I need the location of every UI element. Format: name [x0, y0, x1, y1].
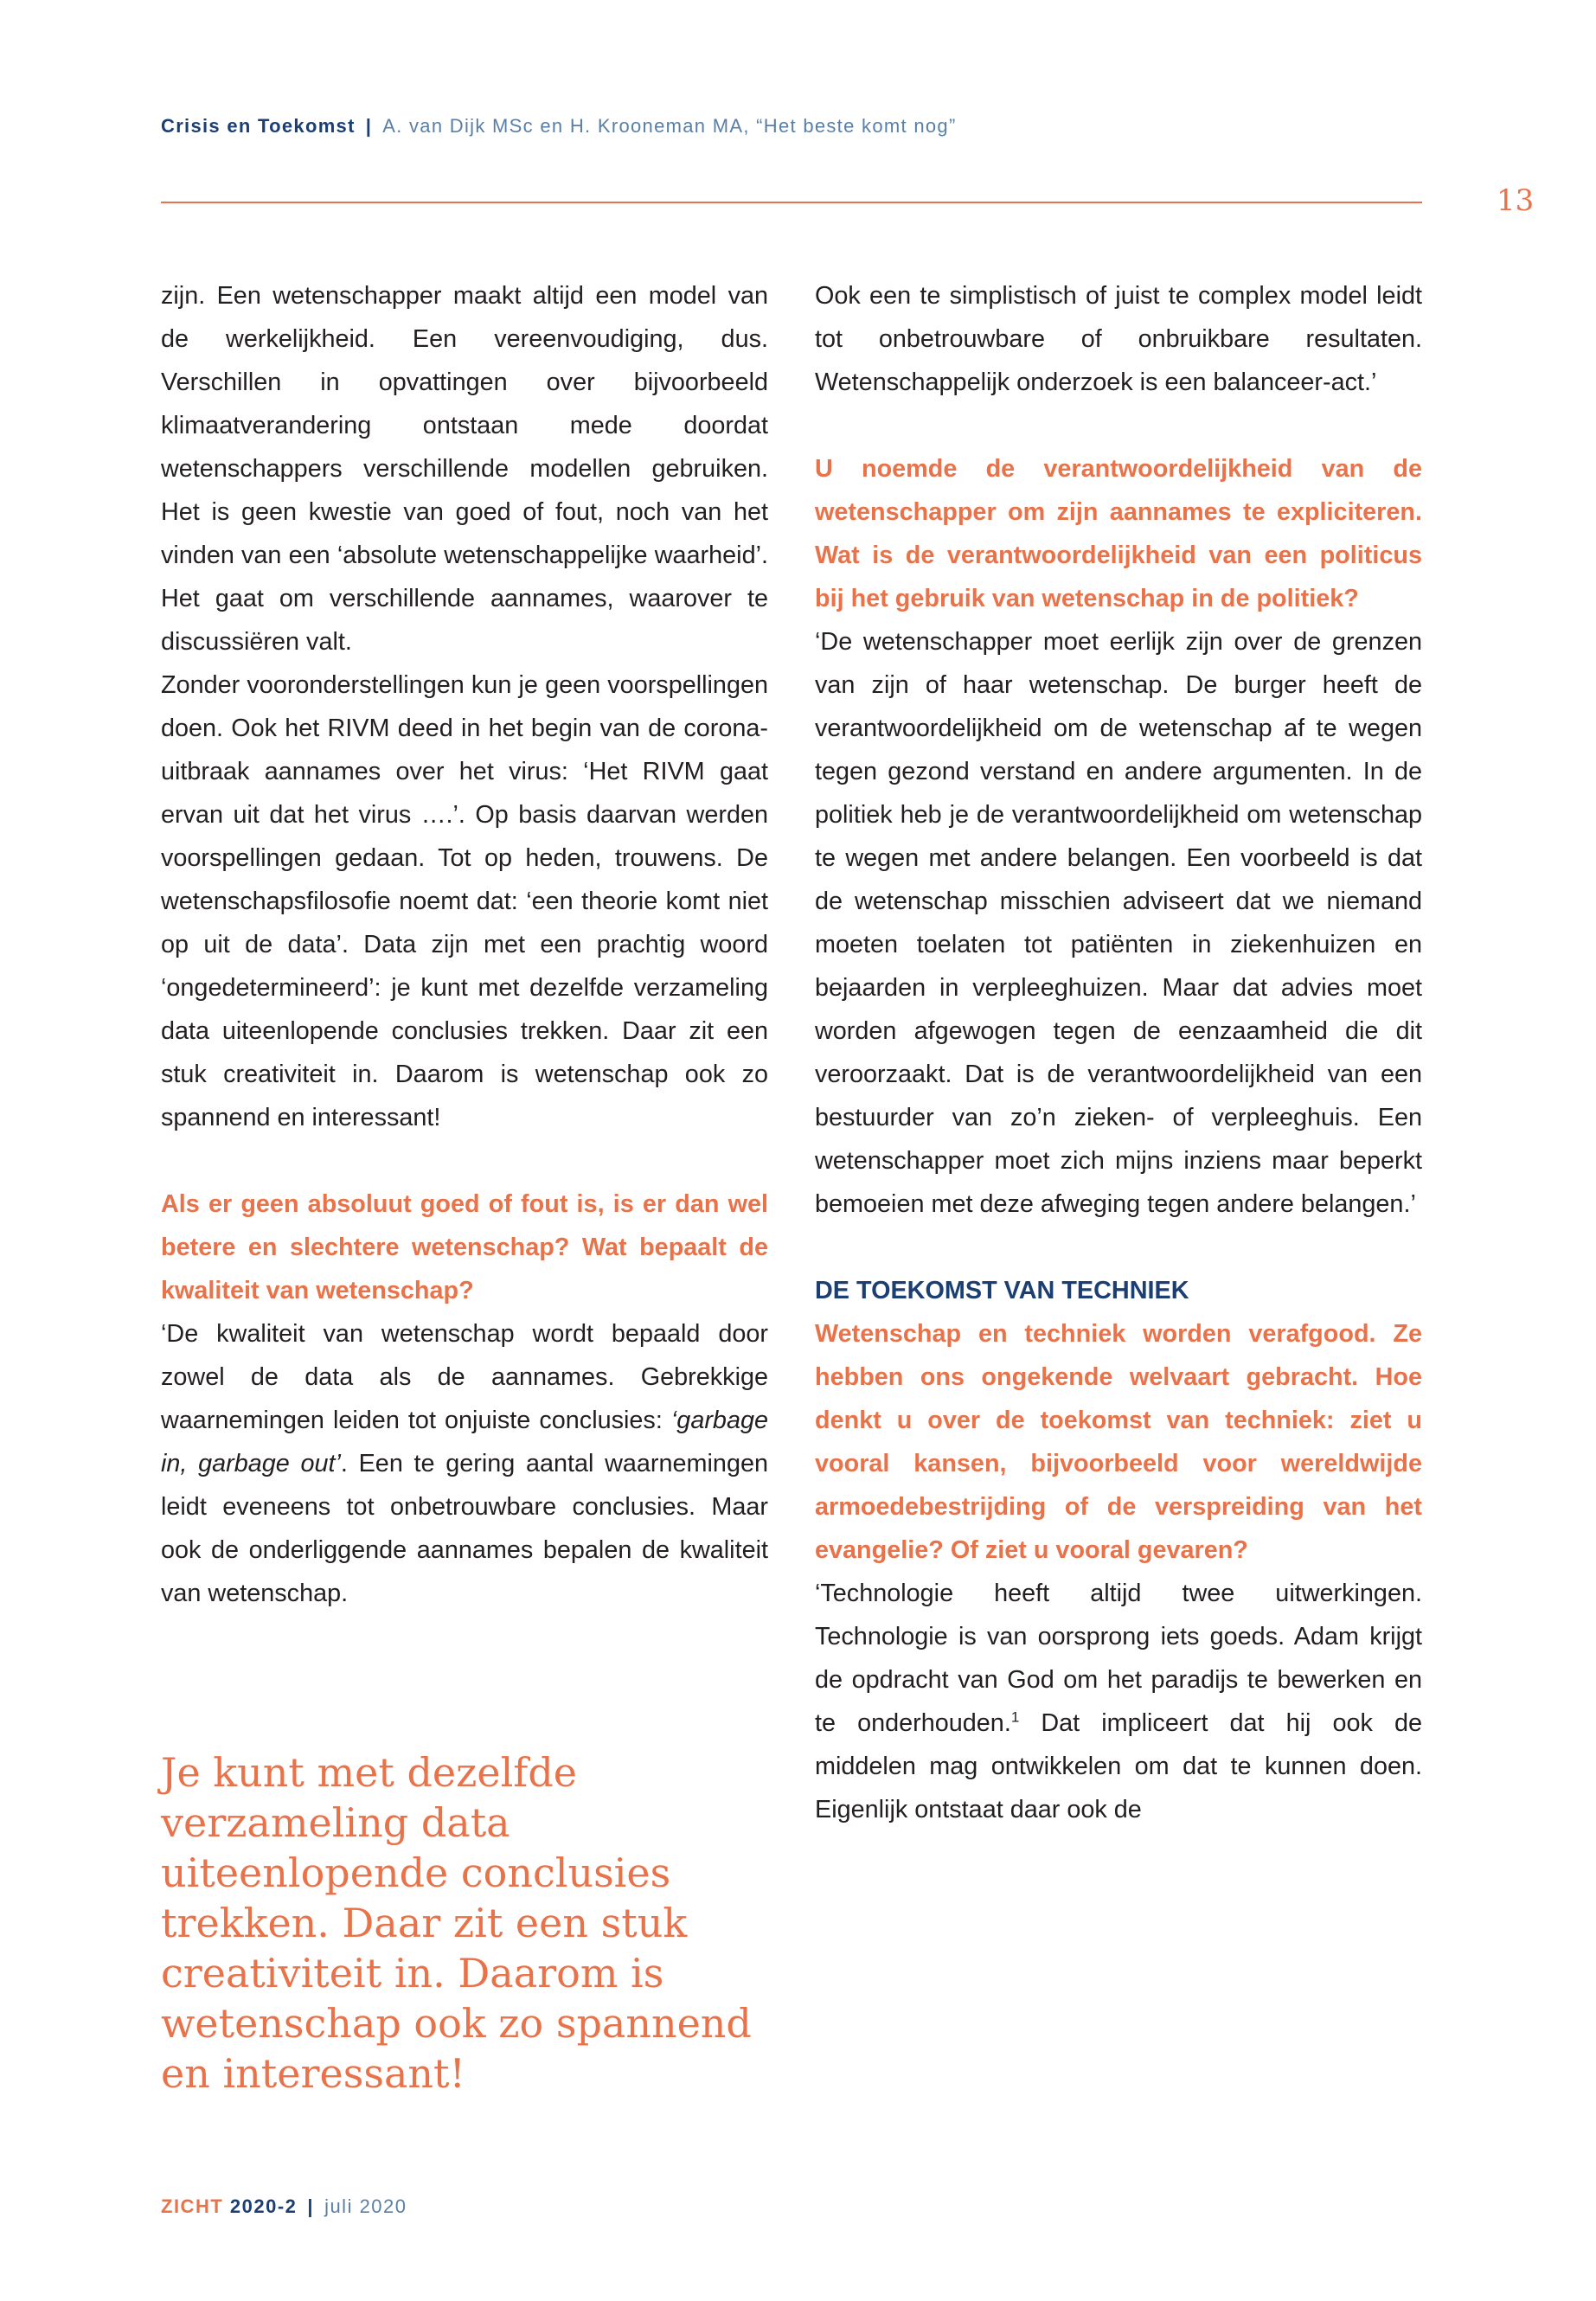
body-paragraph: ‘De kwaliteit van wetenschap wordt bepaald door zowel de data als de aannames. Gebrekkige waarnemingen leiden tot onjuiste conclusies: ‘garbage in, garbage out’. Een te gering aantal waarnemingen leidt eveneens tot onbetrouwbare conclusies. Maar ook de onderliggende aannames bepalen de kwaliteit van wetenschap.	[161, 1320, 768, 1607]
body-paragraph: Ook een te simplistisch of juist te complex model leidt tot onbetrouwbare of onbruikbare resultaten. Wetenschappelijk onderzoek is een balanceer-act.’	[815, 282, 1422, 396]
header-separator: |	[365, 115, 373, 137]
running-footer	[161, 2195, 407, 2218]
footnote-marker: 1	[1010, 1708, 1020, 1726]
body-paragraph: Zonder vooronderstellingen kun je geen voorspellingen doen. Ook het RIVM deed in het begin van de corona-uitbraak aannames over het virus: ‘Het RIVM gaat ervan uit dat het virus ….’. Op basis daarvan werden voorspellingen gedaan. Tot op heden, trouwens. De wetenschapsfilosofie noemt dat: ‘een theorie komt niet op uit de data’. Data zijn met een prachtig woord ‘ongedetermineerd’: je kunt met dezelfde verzameling data uiteenlopende conclusies trekken. Daar zit een stuk creativiteit in. Daarom is wetenschap ook zo spannend en interessant!	[161, 671, 768, 1131]
interview-question: Als er geen absoluut goed of fout is, is er dan wel betere en slechtere wetenschap? Wat bepaalt de kwaliteit van wetenschap?	[161, 1190, 768, 1304]
page-number: 13	[1497, 183, 1535, 218]
italic-quote: ‘garbage in, garbage out’	[161, 1407, 768, 1477]
body-paragraph: ‘Technologie heeft altijd twee uitwerkingen. Technologie is van oorsprong iets goeds. Adam krijgt de opdracht van God om het paradijs te bewerken en te onderhouden.$^1$ Dat impliceert dat hij ook de middelen mag ontwikkelen om dat te kunnen doen. Eigenlijk ontstaat daar ook de	[815, 1580, 1422, 1823]
issue-number: 2020-2	[229, 2195, 298, 2217]
body-paragraph: ‘De wetenschapper moet eerlijk zijn over de grenzen van zijn of haar wetenschap. De burger heeft de verantwoordelijkheid om de wetenschap af te wegen tegen gezond verstand en andere argumenten. In de politiek heb je de verantwoordelijkheid om wetenschap te wegen met andere belangen. Een voorbeeld is dat de wetenschap misschien adviseert dat we niemand moeten toelaten tot patiënten in ziekenhuizen en bejaarden in verpleeghuizen. Maar dat advies moet worden afgewogen tegen de eenzaamheid die dit veroorzaakt. Dat is de verantwoordelijkheid van een bestuurder van zo’n zieken- of verpleeghuis. Een wetenschapper moet zich mijns inziens maar beperkt bemoeien met deze afweging tegen andere belangen.’	[815, 628, 1422, 1218]
issue-date: juli 2020	[324, 2195, 407, 2217]
publication-title: Crisis en Toekomst	[161, 115, 356, 137]
running-header	[161, 115, 957, 138]
interview-question: U noemde de verantwoordelijkheid van de wetenschapper om zijn aannames te expliciteren. Wat is de verantwoordelijkheid van een politicus bij het gebruik van wetenschap in de politiek?	[815, 455, 1422, 612]
left-column	[161, 274, 768, 1615]
pull-quote: Je kunt met dezelfde verzameling data uiteenlopende conclusies trekken. Daar zit een stuk creativiteit in. Daarom is wetenschap ook zo spannend en interessant!	[161, 1749, 752, 2097]
right-column	[815, 274, 1422, 1831]
header-rule	[161, 202, 1422, 203]
magazine-name: ZICHT	[161, 2195, 224, 2217]
body-paragraph: zijn. Een wetenschapper maakt altijd een model van de werkelijkheid. Een vereenvoudiging, dus. Verschillen in opvattingen over bijvoorbeeld klimaatverandering ontstaan mede doordat wetenschappers verschillende modellen gebruiken. Het is geen kwestie van goed of fout, noch van het vinden van een ‘absolute wetenschappelijke waarheid’. Het gaat om verschillende aannames, waarover te discussiëren valt.	[161, 282, 768, 656]
article-author-title: A. van Dijk MSc en H. Krooneman MA, “Het beste komt nog”	[382, 115, 957, 137]
section-subheading: DE TOEKOMST VAN TECHNIEK	[815, 1277, 1189, 1304]
interview-question: Wetenschap en techniek worden verafgood. Ze hebben ons ongekende welvaart gebracht. Hoe denkt u over de toekomst van techniek: ziet u vooral kansen, bijvoorbeeld voor wereldwijde armoedebestrijding of de verspreiding van het evangelie? Of ziet u vooral gevaren?	[815, 1320, 1422, 1564]
footer-separator: |	[307, 2195, 315, 2217]
